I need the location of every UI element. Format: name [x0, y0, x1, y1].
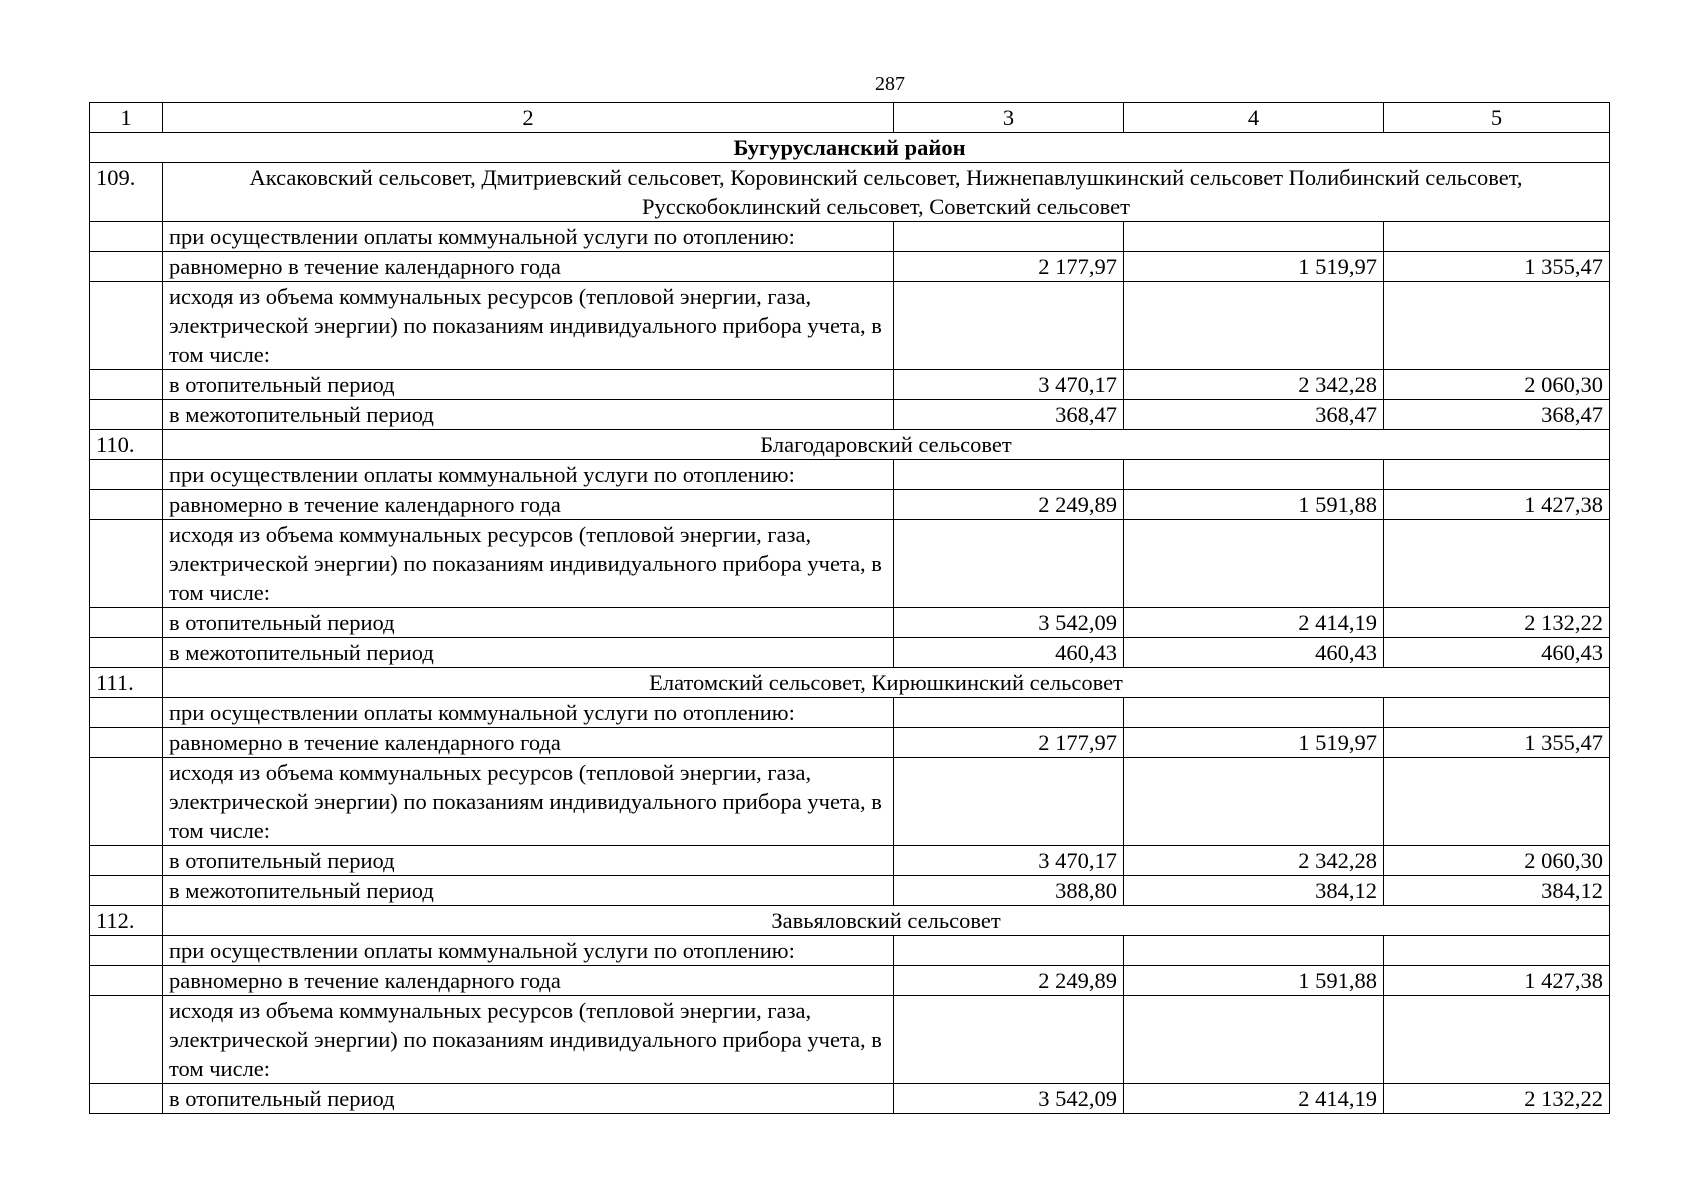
tariff-table — [89, 102, 1610, 1114]
tariff-label: в отопительный период — [163, 1084, 894, 1114]
value-col-3 — [894, 460, 1124, 490]
tariff-row — [90, 400, 1610, 430]
value-col-5: 368,47 — [1384, 400, 1610, 430]
value-col-5 — [1384, 460, 1610, 490]
column-header-1: 1 — [90, 103, 163, 133]
empty-number-cell — [90, 936, 163, 966]
value-col-4: 2 414,19 — [1124, 1084, 1384, 1114]
empty-number-cell — [90, 638, 163, 668]
tariff-label: при осуществлении оплаты коммунальной услуги по отоплению: — [163, 222, 894, 252]
tariff-label: исходя из объема коммунальных ресурсов (тепловой энергии, газа, электрической энергии) по показаниям индивидуального прибора учета, в том числе: — [163, 996, 894, 1084]
tariff-label: в отопительный период — [163, 608, 894, 638]
empty-number-cell — [90, 222, 163, 252]
tariff-row — [90, 758, 1610, 846]
empty-number-cell — [90, 698, 163, 728]
value-col-5 — [1384, 936, 1610, 966]
tariff-label: в отопительный период — [163, 370, 894, 400]
settlement-row — [90, 668, 1610, 698]
value-col-4 — [1124, 460, 1384, 490]
column-header-3: 3 — [894, 103, 1124, 133]
settlement-title: Благодаровский сельсовет — [163, 430, 1610, 460]
tariff-row — [90, 698, 1610, 728]
value-col-4: 1 591,88 — [1124, 490, 1384, 520]
row-number: 109. — [90, 163, 163, 222]
value-col-5 — [1384, 520, 1610, 608]
region-title: Бугурусланский район — [90, 133, 1610, 163]
value-col-3: 2 249,89 — [894, 966, 1124, 996]
value-col-3: 2 177,97 — [894, 252, 1124, 282]
value-col-3 — [894, 222, 1124, 252]
value-col-3 — [894, 936, 1124, 966]
tariff-row — [90, 966, 1610, 996]
tariff-row — [90, 936, 1610, 966]
empty-number-cell — [90, 370, 163, 400]
tariff-label: равномерно в течение календарного года — [163, 728, 894, 758]
tariff-row — [90, 222, 1610, 252]
empty-number-cell — [90, 520, 163, 608]
value-col-4 — [1124, 996, 1384, 1084]
value-col-3 — [894, 698, 1124, 728]
value-col-3 — [894, 758, 1124, 846]
value-col-5 — [1384, 698, 1610, 728]
settlement-row — [90, 163, 1610, 222]
tariff-row — [90, 520, 1610, 608]
tariff-label: в отопительный период — [163, 846, 894, 876]
tariff-label: при осуществлении оплаты коммунальной услуги по отоплению: — [163, 698, 894, 728]
value-col-5: 460,43 — [1384, 638, 1610, 668]
value-col-4 — [1124, 758, 1384, 846]
value-col-5 — [1384, 282, 1610, 370]
value-col-5: 1 427,38 — [1384, 966, 1610, 996]
empty-number-cell — [90, 876, 163, 906]
tariff-row — [90, 638, 1610, 668]
value-col-4 — [1124, 936, 1384, 966]
tariff-label: в межотопительный период — [163, 638, 894, 668]
tariff-label: равномерно в течение календарного года — [163, 966, 894, 996]
value-col-4: 460,43 — [1124, 638, 1384, 668]
value-col-4: 1 519,97 — [1124, 728, 1384, 758]
empty-number-cell — [90, 728, 163, 758]
tariff-label: исходя из объема коммунальных ресурсов (тепловой энергии, газа, электрической энергии) по показаниям индивидуального прибора учета, в том числе: — [163, 758, 894, 846]
value-col-5: 1 427,38 — [1384, 490, 1610, 520]
value-col-4: 384,12 — [1124, 876, 1384, 906]
value-col-5: 2 132,22 — [1384, 608, 1610, 638]
value-col-3: 2 249,89 — [894, 490, 1124, 520]
row-number: 112. — [90, 906, 163, 936]
column-header-4: 4 — [1124, 103, 1384, 133]
row-number: 110. — [90, 430, 163, 460]
value-col-3: 368,47 — [894, 400, 1124, 430]
tariff-row — [90, 282, 1610, 370]
value-col-4 — [1124, 282, 1384, 370]
tariff-row — [90, 876, 1610, 906]
tariff-label: равномерно в течение календарного года — [163, 252, 894, 282]
settlement-row — [90, 430, 1610, 460]
column-header-2: 2 — [163, 103, 894, 133]
empty-number-cell — [90, 400, 163, 430]
value-col-3: 460,43 — [894, 638, 1124, 668]
tariff-row — [90, 460, 1610, 490]
empty-number-cell — [90, 252, 163, 282]
value-col-3: 3 542,09 — [894, 1084, 1124, 1114]
table-body — [90, 103, 1610, 1114]
tariff-label: при осуществлении оплаты коммунальной услуги по отоплению: — [163, 936, 894, 966]
tariff-row — [90, 490, 1610, 520]
value-col-4 — [1124, 698, 1384, 728]
empty-number-cell — [90, 966, 163, 996]
value-col-3 — [894, 282, 1124, 370]
tariff-row — [90, 608, 1610, 638]
empty-number-cell — [90, 758, 163, 846]
value-col-3: 3 470,17 — [894, 370, 1124, 400]
value-col-5: 384,12 — [1384, 876, 1610, 906]
tariff-label: при осуществлении оплаты коммунальной услуги по отоплению: — [163, 460, 894, 490]
tariff-label: исходя из объема коммунальных ресурсов (тепловой энергии, газа, электрической энергии) по показаниям индивидуального прибора учета, в том числе: — [163, 520, 894, 608]
row-number: 111. — [90, 668, 163, 698]
tariff-row — [90, 252, 1610, 282]
value-col-4: 2 414,19 — [1124, 608, 1384, 638]
value-col-4: 2 342,28 — [1124, 846, 1384, 876]
value-col-5 — [1384, 758, 1610, 846]
value-col-4: 1 519,97 — [1124, 252, 1384, 282]
empty-number-cell — [90, 846, 163, 876]
settlement-title: Елатомский сельсовет, Кирюшкинский сельсовет — [163, 668, 1610, 698]
value-col-4: 1 591,88 — [1124, 966, 1384, 996]
tariff-row — [90, 1084, 1610, 1114]
empty-number-cell — [90, 460, 163, 490]
value-col-5: 2 060,30 — [1384, 370, 1610, 400]
value-col-3: 3 470,17 — [894, 846, 1124, 876]
value-col-3 — [894, 520, 1124, 608]
tariff-label: в межотопительный период — [163, 876, 894, 906]
column-number-row — [90, 103, 1610, 133]
empty-number-cell — [90, 490, 163, 520]
region-row — [90, 133, 1610, 163]
settlement-title: Завьяловский сельсовет — [163, 906, 1610, 936]
settlement-title: Аксаковский сельсовет, Дмитриевский сельсовет, Коровинский сельсовет, Нижнепавлушкинский сельсовет Полибинский сельсовет, Русскобоклинский сельсовет, Советский сельсовет — [163, 163, 1610, 222]
tariff-label: исходя из объема коммунальных ресурсов (тепловой энергии, газа, электрической энергии) по показаниям индивидуального прибора учета, в том числе: — [163, 282, 894, 370]
value-col-5: 2 060,30 — [1384, 846, 1610, 876]
empty-number-cell — [90, 1084, 163, 1114]
tariff-label: в межотопительный период — [163, 400, 894, 430]
value-col-5: 2 132,22 — [1384, 1084, 1610, 1114]
empty-number-cell — [90, 996, 163, 1084]
value-col-4 — [1124, 222, 1384, 252]
value-col-4: 368,47 — [1124, 400, 1384, 430]
settlement-row — [90, 906, 1610, 936]
column-header-5: 5 — [1384, 103, 1610, 133]
value-col-4 — [1124, 520, 1384, 608]
value-col-3 — [894, 996, 1124, 1084]
value-col-3: 3 542,09 — [894, 608, 1124, 638]
value-col-5: 1 355,47 — [1384, 728, 1610, 758]
empty-number-cell — [90, 608, 163, 638]
value-col-5 — [1384, 222, 1610, 252]
value-col-3: 388,80 — [894, 876, 1124, 906]
tariff-row — [90, 728, 1610, 758]
value-col-3: 2 177,97 — [894, 728, 1124, 758]
tariff-row — [90, 846, 1610, 876]
value-col-5 — [1384, 996, 1610, 1084]
tariff-row — [90, 996, 1610, 1084]
value-col-4: 2 342,28 — [1124, 370, 1384, 400]
tariff-row — [90, 370, 1610, 400]
value-col-5: 1 355,47 — [1384, 252, 1610, 282]
tariff-label: равномерно в течение календарного года — [163, 490, 894, 520]
page-number: 287 — [875, 73, 905, 95]
empty-number-cell — [90, 282, 163, 370]
